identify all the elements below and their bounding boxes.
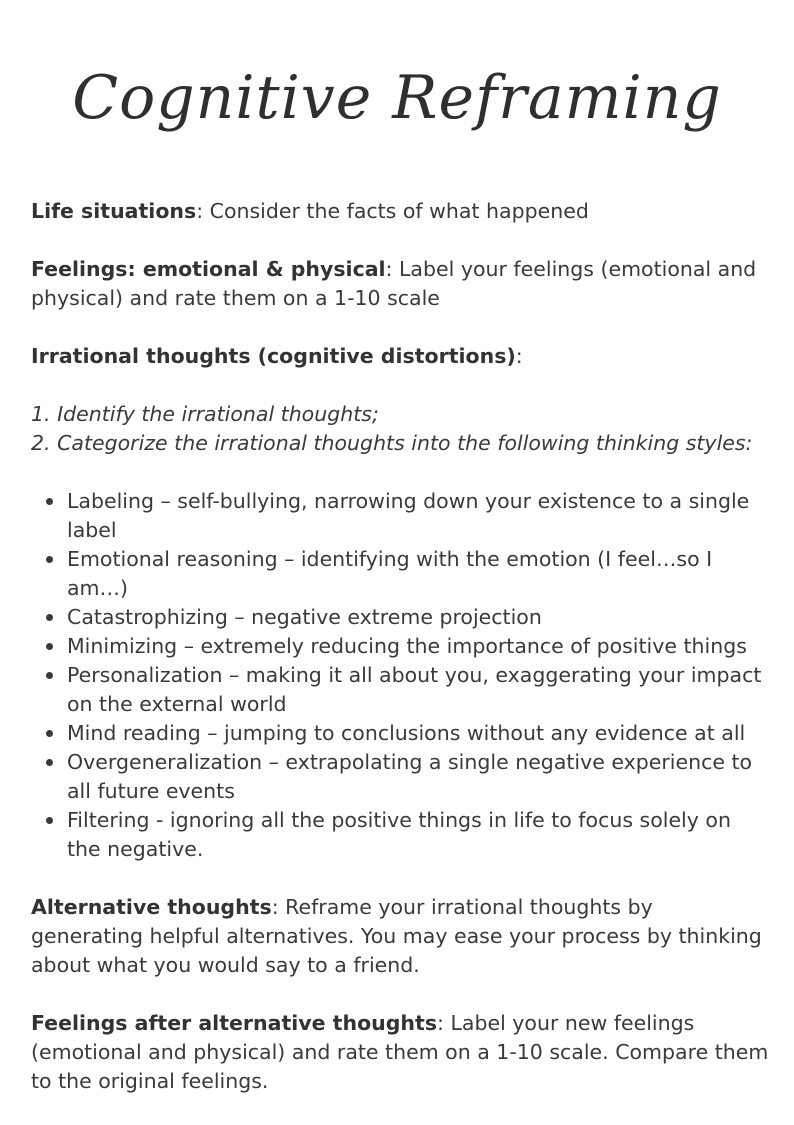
life-situations-section — [31, 197, 771, 226]
step-2: 2. Categorize the irrational thoughts into the following thinking styles: — [31, 431, 753, 455]
bullet-icon — [46, 672, 53, 679]
list-item — [67, 603, 771, 632]
alternative-thoughts-text: : Reframe your irrational thoughts by generating helpful alternatives. You may ease your process by thinking about what you would say to a friend. — [31, 895, 762, 977]
bullet-icon — [46, 759, 53, 766]
list-item-text: Filtering - ignoring all the positive things in life to focus solely on the negative. — [67, 808, 731, 861]
irrational-thoughts-section — [31, 342, 771, 371]
life-situations-text: : Consider the facts of what happened — [196, 199, 589, 223]
bullet-icon — [46, 498, 53, 505]
worksheet-content — [31, 197, 771, 1125]
list-item — [67, 632, 771, 661]
list-item-text: Minimizing – extremely reducing the importance of positive things — [67, 634, 747, 658]
list-item-text: Labeling – self-bullying, narrowing down your existence to a single label — [67, 489, 750, 542]
feelings-text: : Label your feelings (emotional and physical) and rate them on a 1-10 scale — [31, 257, 757, 310]
list-item — [67, 661, 771, 719]
list-item-text: Emotional reasoning – identifying with the emotion (I feel…so I am…) — [67, 547, 713, 600]
list-item — [67, 806, 771, 864]
bullet-icon — [46, 730, 53, 737]
irrational-thoughts-heading: Irrational thoughts (cognitive distortions) — [31, 344, 516, 368]
list-item — [67, 487, 771, 545]
feelings-after-heading: Feelings after alternative thoughts — [31, 1011, 438, 1035]
bullet-icon — [46, 817, 53, 824]
alternative-thoughts-section — [31, 893, 771, 980]
bullet-icon — [46, 556, 53, 563]
list-item — [67, 545, 771, 603]
page-title: Cognitive Reframing — [72, 63, 722, 133]
list-item — [67, 719, 771, 748]
list-item-text: Overgeneralization – extrapolating a single negative experience to all future events — [67, 750, 753, 803]
step-1: 1. Identify the irrational thoughts; — [31, 402, 379, 426]
irrational-thoughts-text: : — [515, 344, 523, 368]
list-item-text: Mind reading – jumping to conclusions without any evidence at all — [67, 721, 746, 745]
bullet-icon — [46, 614, 53, 621]
bullet-icon — [46, 643, 53, 650]
list-item-text: Catastrophizing – negative extreme projection — [67, 605, 542, 629]
alternative-thoughts-heading: Alternative thoughts — [31, 895, 272, 919]
thinking-styles-list — [31, 487, 771, 864]
life-situations-heading: Life situations — [31, 199, 197, 223]
feelings-after-section — [31, 1009, 771, 1096]
irrational-steps — [31, 400, 771, 458]
feelings-section — [31, 255, 771, 313]
feelings-heading: Feelings: emotional & physical — [31, 257, 386, 281]
list-item — [67, 748, 771, 806]
feelings-after-text: : Label your new feelings (emotional and physical) and rate them on a 1-10 scale. Compare them to the original feelings. — [31, 1011, 769, 1093]
list-item-text: Personalization – making it all about you, exaggerating your impact on the external world — [67, 663, 762, 716]
